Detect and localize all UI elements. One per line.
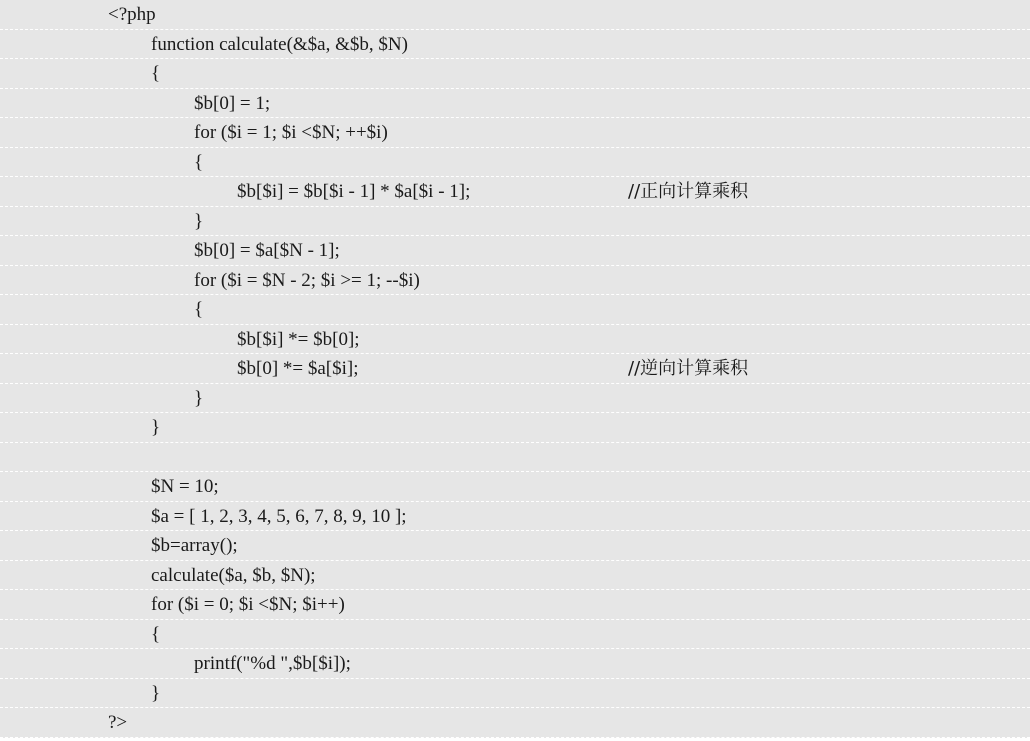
code-line-text: }: [151, 682, 161, 704]
code-line-text: {: [194, 151, 204, 173]
code-line-text: }: [151, 417, 161, 438]
code-line-text: for ($i = 0; $i <$N; $i++): [151, 594, 345, 615]
code-line: [0, 148, 1030, 178]
code-comment: //正向计算乘积: [628, 181, 749, 202]
code-line-text: $b[$i] = $b[$i - 1] * $a[$i - 1];: [237, 181, 471, 202]
code-line: [0, 472, 1030, 502]
code-line: [0, 561, 1030, 591]
code-line-text: <?php: [108, 4, 156, 25]
code-line-text: printf("%d ",$b[$i]);: [194, 653, 351, 674]
code-line-text: $b[0] = $a[$N - 1];: [194, 240, 340, 261]
code-line: [0, 443, 1030, 473]
code-line: [0, 177, 1030, 207]
code-line-text: ?>: [108, 712, 128, 733]
code-line-text: {: [194, 299, 204, 320]
code-line: [0, 531, 1030, 561]
code-line-text: calculate($a, $b, $N);: [151, 564, 316, 586]
code-line-text: {: [151, 623, 161, 645]
code-line: [0, 266, 1030, 296]
code-line: [0, 708, 1030, 738]
code-line-text: }: [194, 210, 204, 232]
code-line-text: for ($i = 1; $i <$N; ++$i): [194, 122, 388, 143]
code-comment: //逆向计算乘积: [628, 358, 749, 379]
code-line: [0, 502, 1030, 532]
code-line: [0, 118, 1030, 148]
code-line-text: {: [151, 63, 161, 84]
code-line: [0, 325, 1030, 355]
code-line: [0, 413, 1030, 443]
code-line: [0, 236, 1030, 266]
code-line: [0, 89, 1030, 119]
code-line-text: $b[0] = 1;: [194, 92, 271, 114]
code-line-text: $b[0] *= $a[$i];: [237, 358, 359, 379]
code-line-text: function calculate(&$a, &$b, $N): [151, 33, 408, 55]
code-line: [0, 295, 1030, 325]
code-line: [0, 207, 1030, 237]
code-line: [0, 0, 1030, 30]
code-line-text: $a = [ 1, 2, 3, 4, 5, 6, 7, 8, 9, 10 ];: [151, 505, 407, 527]
code-line: [0, 620, 1030, 650]
code-line-text: $b[$i] *= $b[0];: [237, 328, 360, 350]
code-line: [0, 649, 1030, 679]
code-line: [0, 354, 1030, 384]
code-line-text: $b=array();: [151, 535, 238, 556]
code-line-text: for ($i = $N - 2; $i >= 1; --$i): [194, 269, 420, 291]
code-line: [0, 384, 1030, 414]
code-line: [0, 59, 1030, 89]
code-line-text: }: [194, 387, 204, 409]
code-line-text: $N = 10;: [151, 476, 219, 497]
code-line: [0, 30, 1030, 60]
code-line: [0, 590, 1030, 620]
code-line: [0, 679, 1030, 709]
